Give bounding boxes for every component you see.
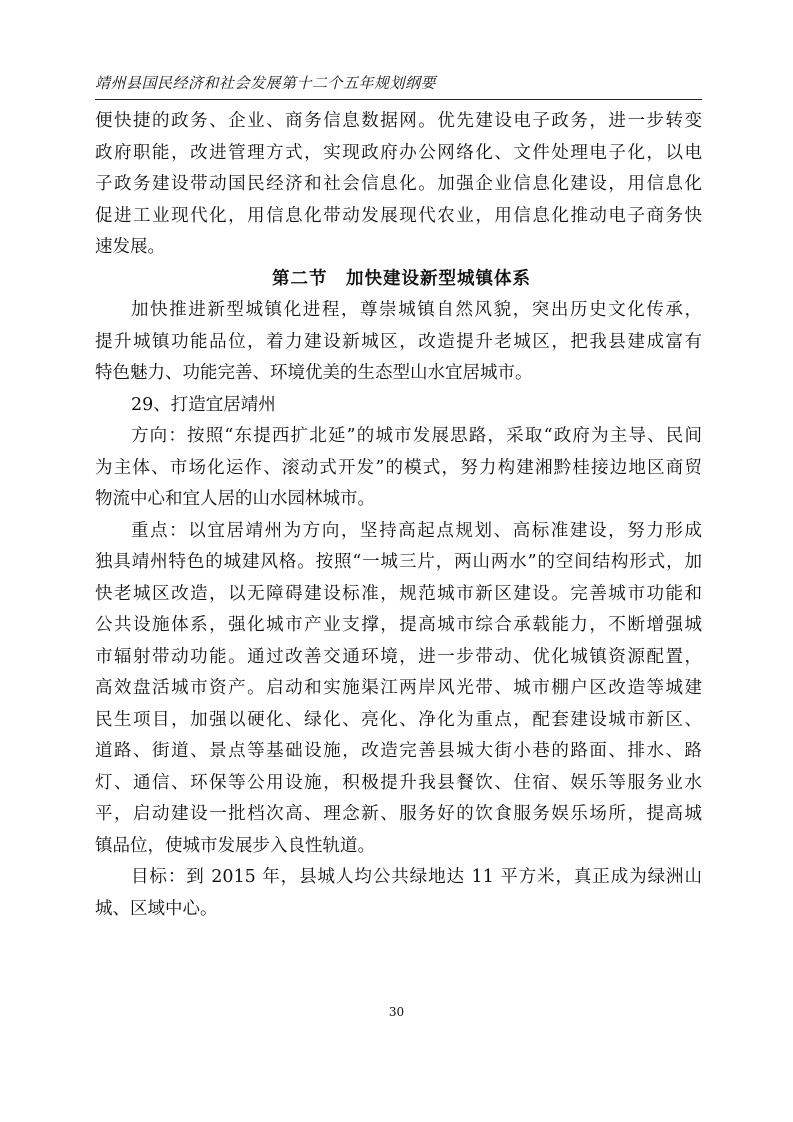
- paragraph-line: 政府职能，改进管理方式，实现政府办公网络化、文件处理电子化，以电: [95, 142, 702, 163]
- paragraph-line: 市辐射带动功能。通过改善交通环境，进一步带动、优化城镇资源配置，: [95, 646, 702, 667]
- paragraph-line: 民生项目，加强以硬化、绿化、亮化、净化为重点，配套建设城市新区、: [95, 709, 702, 730]
- paragraph-line: 特色魅力、功能完善、环境优美的生态型山水宜居城市。: [95, 363, 533, 383]
- paragraph-line: 城、区域中心。: [95, 898, 218, 919]
- paragraph-line: 为主体、市场化运作、滚动式开发”的模式，努力构建湘黔桂接边地区商贸: [95, 457, 702, 478]
- item-heading: 29、打造宜居靖州: [131, 394, 276, 415]
- paragraph-line: 速发展。: [95, 237, 165, 257]
- header-divider: [95, 99, 702, 100]
- paragraph-line: 物流中心和宜人居的山水园林城市。: [95, 489, 375, 509]
- paragraph-line: 独具靖州特色的城建风格。按照“一城三片，两山两水”的空间结构形式，加: [95, 552, 702, 572]
- page-number: 30: [388, 1005, 405, 1019]
- paragraph-line: 镇品位，使城市发展步入良性轨道。: [95, 835, 375, 856]
- paragraph-line: 便快捷的政务、企业、商务信息数据网。优先建设电子政务，进一步转变: [95, 111, 702, 131]
- section-heading: 第二节 加快建设新型城镇体系: [272, 268, 531, 289]
- paragraph-line: 加快推进新型城镇化进程，尊崇城镇自然风貌，突出历史文化传承，: [131, 300, 702, 320]
- paragraph-line: 子政务建设带动国民经济和社会信息化。加强企业信息化建设，用信息化: [95, 174, 702, 194]
- paragraph-line: 目标：到 2015 年，县城人均公共绿地达 11 平方米，真正成为绿洲山: [131, 867, 702, 887]
- paragraph-line: 平，启动建设一批档次高、理念新、服务好的饮食服务娱乐场所，提高城: [95, 804, 702, 824]
- paragraph-line: 灯、通信、环保等公用设施，积极提升我县餐饮、住宿、娱乐等服务业水: [95, 772, 702, 793]
- paragraph-line: 快老城区改造，以无障碍建设标准，规范城市新区建设。完善城市功能和: [95, 583, 702, 604]
- running-header: 靖州县国民经济和社会发展第十二个五年规划纲要: [95, 74, 437, 92]
- paragraph-line: 公共设施体系，强化城市产业支撑，提高城市综合承载能力，不断增强城: [95, 615, 702, 635]
- paragraph-line: 促进工业现代化，用信息化带动发展现代农业，用信息化推动电子商务快: [95, 205, 702, 226]
- paragraph-line: 高效盘活城市资产。启动和实施渠江两岸风光带、城市棚户区改造等城建: [95, 678, 702, 698]
- paragraph-line: 方向：按照“东提西扩北延”的城市发展思路，采取“政府为主导、民间: [131, 426, 702, 446]
- document-body: [95, 106, 702, 925]
- paragraph-line: 提升城镇功能品位，着力建设新城区，改造提升老城区，把我县建成富有: [95, 331, 702, 352]
- paragraph-line: 道路、街道、景点等基础设施，改造完善县城大街小巷的路面、排水、路: [95, 741, 702, 761]
- paragraph-line: 重点：以宜居靖州为方向，坚持高起点规划、高标准建设，努力形成: [131, 520, 702, 541]
